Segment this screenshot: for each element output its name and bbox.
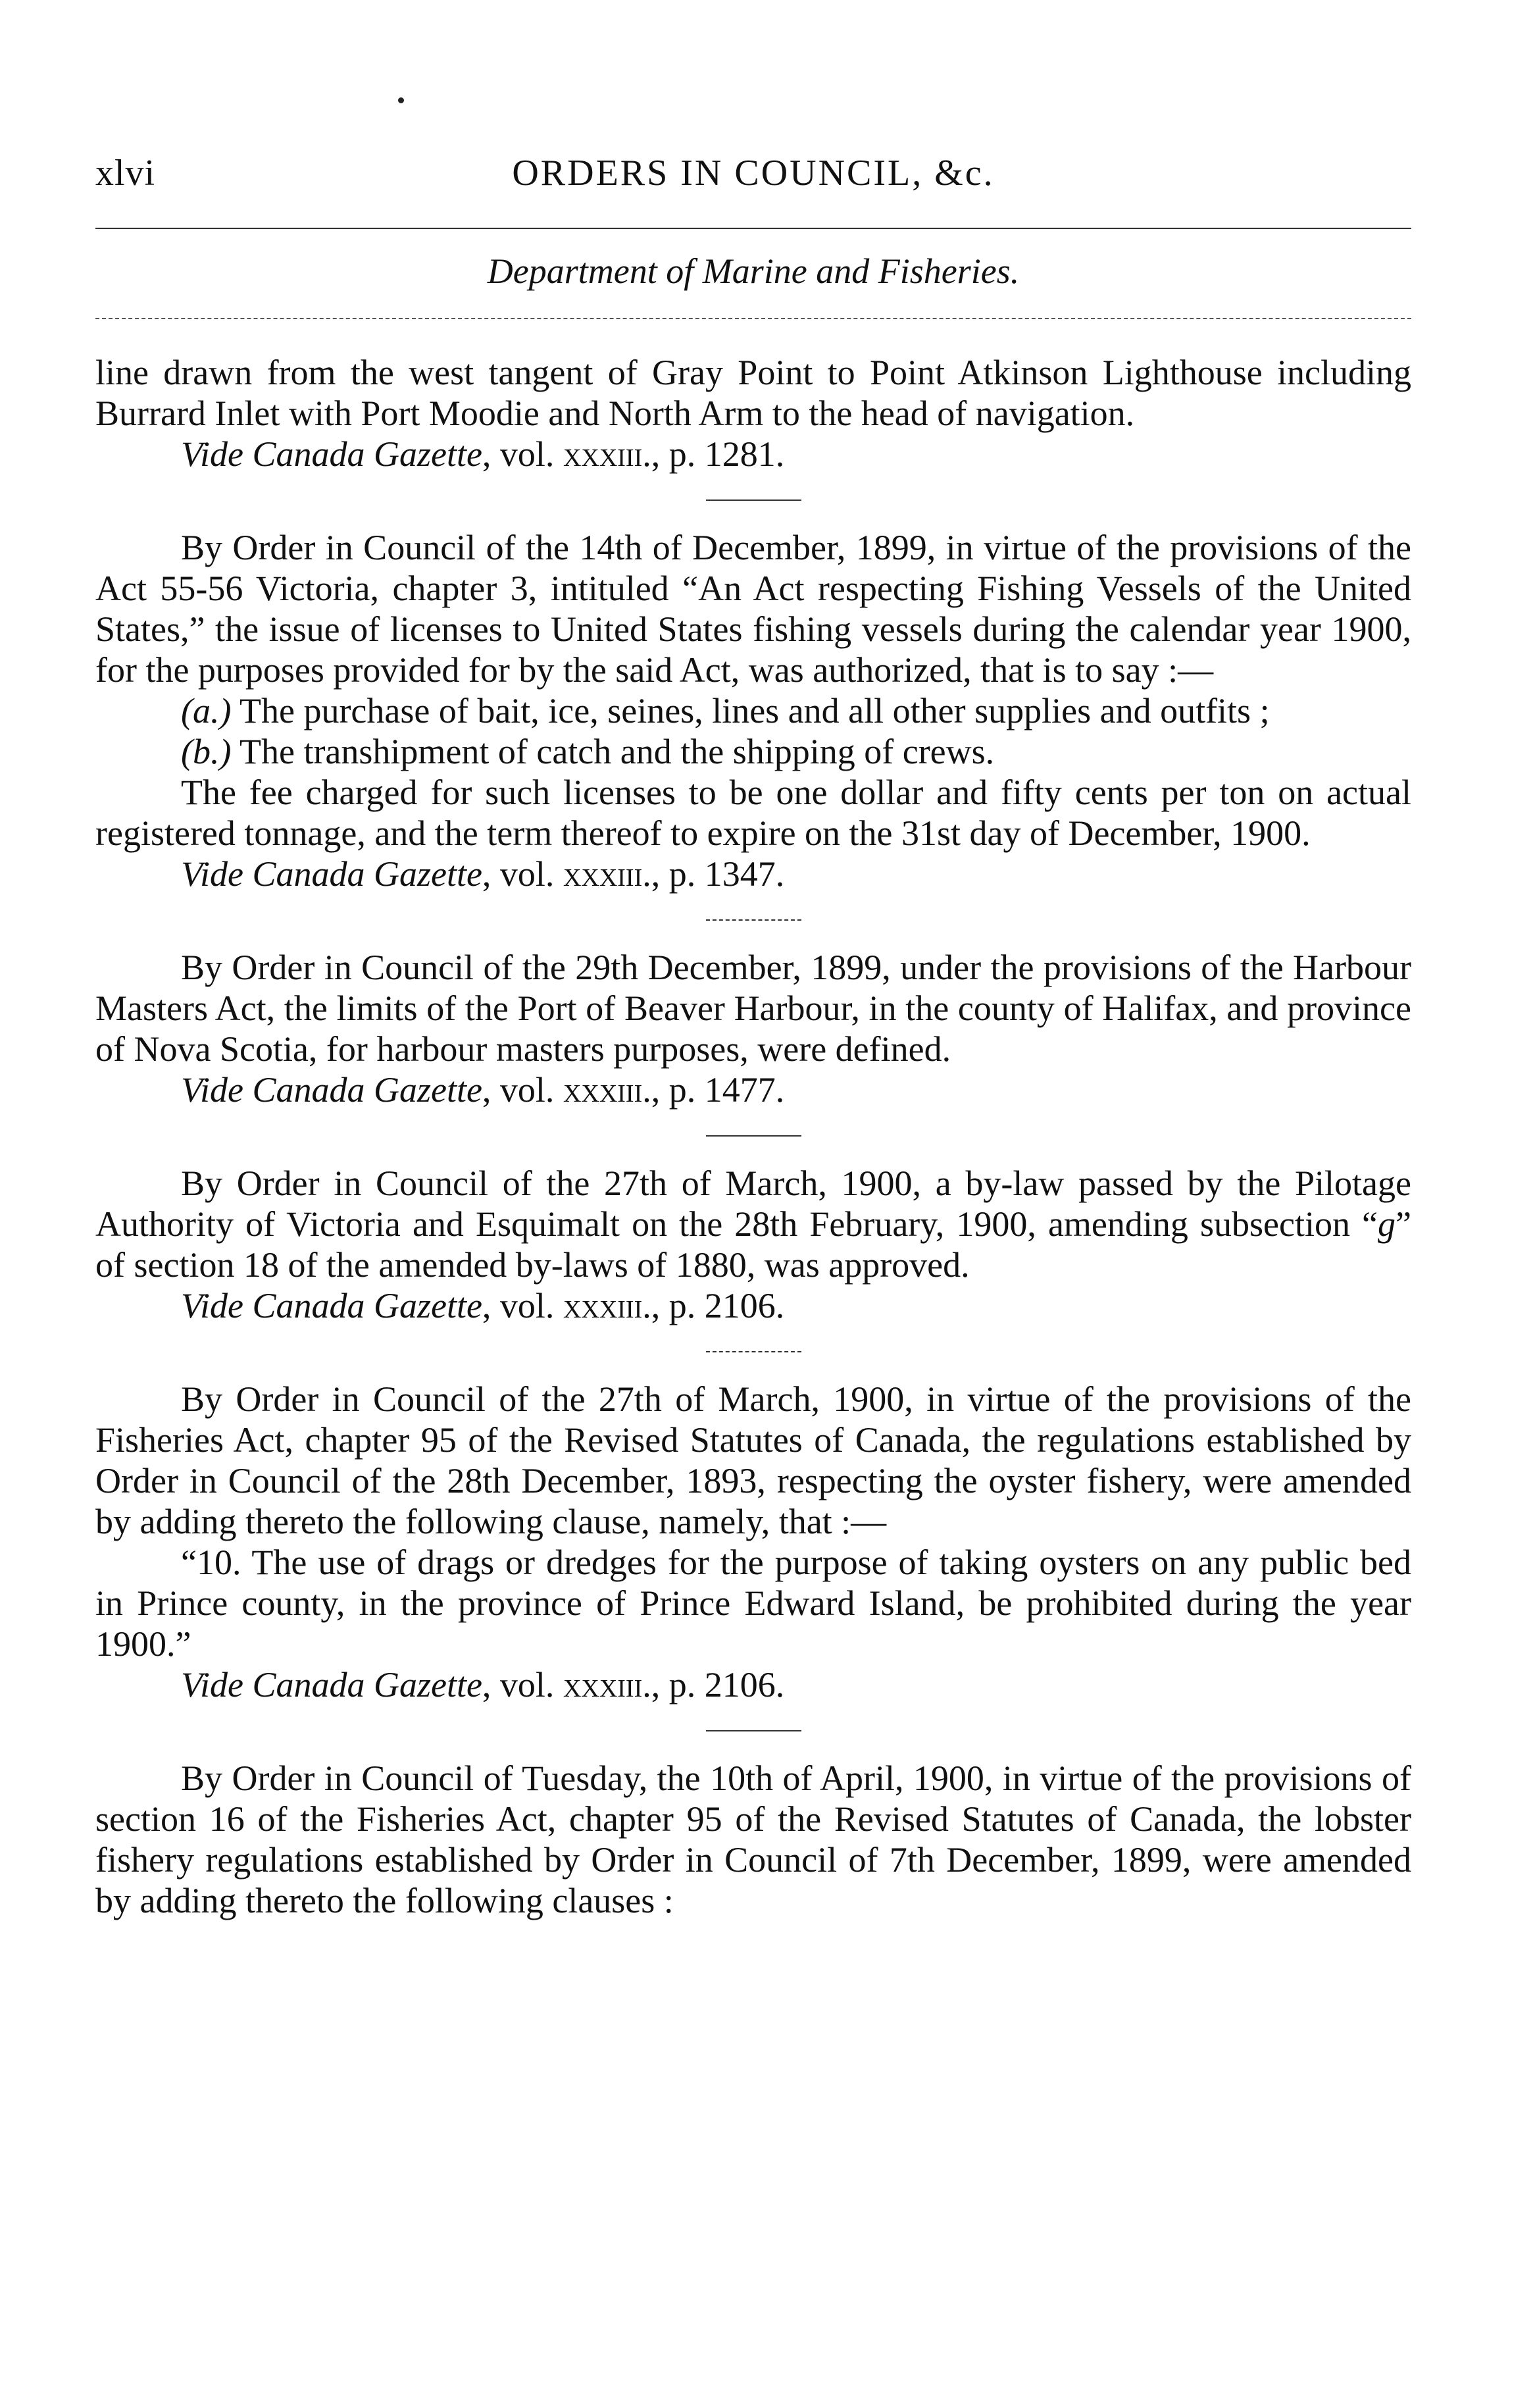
reference-page: ., p. 2106. [642, 1665, 785, 1704]
order-paragraph [95, 1163, 1411, 1285]
quoted-clause: “10. The use of drags or dredges for the purpose of taking oysters on any public bed in Prince county, in the province of Prince Edward Island, be prohibited during the year 1900.” [95, 1543, 1411, 1664]
reference-page: ., p. 1347. [642, 854, 785, 894]
gazette-title: Vide Canada Gazette [181, 1665, 482, 1704]
order-paragraph: By Order in Council of the 29th December, 1899, under the provisions of the Harbour Masters Act, the limits of the Port of Beaver Harbour, in the county of Halifax, and province of Nova Scotia, for harbour masters purposes, were defined. [95, 948, 1411, 1069]
gazette-title: Vide Canada Gazette [181, 434, 482, 474]
section-separator [706, 500, 801, 501]
gazette-reference [95, 1069, 1411, 1110]
running-title: ORDERS IN COUNCIL, &c. [512, 153, 995, 193]
page-number: xlvi [95, 153, 156, 193]
section-separator [706, 1730, 801, 1731]
vol-label: , vol. [482, 1286, 555, 1325]
paragraph-continued: line drawn from the west tangent of Gray Point to Point Atkinson Lighthouse including Burrard Inlet with Port Moodie and North Arm to the head of navigation. [95, 353, 1411, 433]
gazette-reference [95, 1664, 1411, 1705]
list-item-text: The transhipment of catch and the shipping of crews. [231, 732, 995, 771]
vol-roman: xxxiii [563, 1665, 643, 1704]
reference-page: ., p. 2106. [642, 1286, 785, 1325]
order-paragraph: By Order in Council of the 27th of March, 1900, in virtue of the provisions of the Fisheries Act, chapter 95 of the Revised Statutes of Canada, the regulations established by Order in Council of the 28th December, 1893, respecting the oyster fishery, were amended by adding thereto the following clause, namely, that :— [95, 1379, 1411, 1541]
printer-mark-dot [398, 97, 404, 103]
page-body [95, 352, 1411, 1921]
order-text: ” of section 18 of the amended by-laws of 1880, was approved. [95, 1204, 1411, 1285]
vol-label: , vol. [482, 1070, 555, 1110]
gazette-title: Vide Canada Gazette [181, 1070, 482, 1110]
gazette-reference [95, 854, 1411, 894]
list-item-label: (b.) [181, 732, 232, 771]
page [95, 0, 1411, 2408]
order-text: By Order in Council of the 27th of March, 1900, a by-law passed by the Pilotage Authority of Victoria and Esquimalt on the 28th February, 1900, amending subsection “ [95, 1164, 1411, 1244]
subsection-letter: g [1378, 1204, 1396, 1244]
vol-roman: xxxiii [563, 434, 643, 474]
vol-roman: xxxiii [563, 854, 643, 894]
gazette-reference [95, 434, 1411, 474]
list-item [95, 731, 1411, 772]
section-separator [706, 1135, 801, 1137]
reference-page: ., p. 1477. [642, 1070, 785, 1110]
gazette-reference [95, 1285, 1411, 1326]
section-separator [706, 1351, 801, 1352]
page-header [95, 150, 1411, 196]
order-paragraph: By Order in Council of Tuesday, the 10th of April, 1900, in virtue of the provisions of section 16 of the Fisheries Act, chapter 95 of the Revised Statutes of Canada, the lobster fishery regulations established by Order in Council of 7th December, 1899, were amended by adding thereto the following clauses : [95, 1758, 1411, 1920]
list-item-text: The purchase of bait, ice, seines, lines and all other supplies and outfits ; [231, 691, 1270, 730]
section-separator [706, 919, 801, 921]
reference-page: ., p. 1281. [642, 434, 785, 474]
list-item-label: (a.) [181, 691, 232, 730]
fee-paragraph: The fee charged for such licenses to be one dollar and fifty cents per ton on actual registered tonnage, and the term thereof to expire on the 31st day of December, 1900. [95, 773, 1411, 853]
department-heading: Department of Marine and Fisheries. [487, 251, 1020, 291]
order-paragraph: By Order in Council of the 14th of December, 1899, in virtue of the provisions of the Act 55-56 Victoria, chapter 3, intituled “An Act respecting Fishing Vessels of the United States,” the issue of licenses to United States fishing vessels during the calendar year 1900, for the purposes provided for by the said Act, was authorized, that is to say :— [95, 528, 1411, 690]
vol-label: , vol. [482, 854, 555, 894]
list-item [95, 690, 1411, 731]
department-rule [95, 318, 1411, 319]
vol-label: , vol. [482, 434, 555, 474]
vol-roman: xxxiii [563, 1286, 643, 1325]
gazette-title: Vide Canada Gazette [181, 854, 482, 894]
header-rule [95, 228, 1411, 229]
gazette-title: Vide Canada Gazette [181, 1286, 482, 1325]
vol-label: , vol. [482, 1665, 555, 1704]
vol-roman: xxxiii [563, 1070, 643, 1110]
